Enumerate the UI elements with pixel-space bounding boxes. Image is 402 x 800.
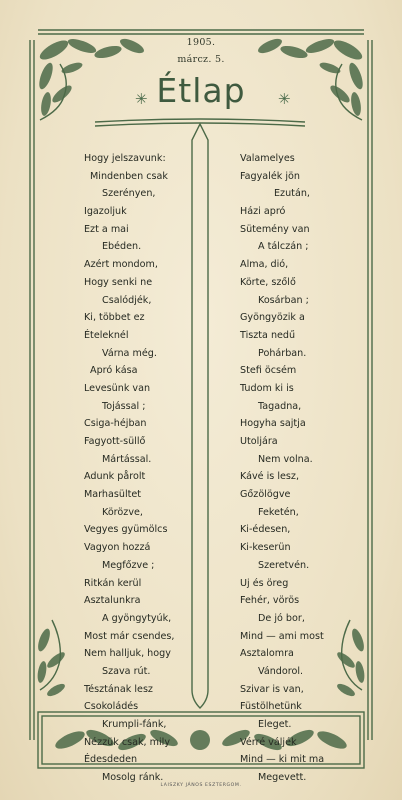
star-ornament-icon: ✳	[135, 90, 148, 108]
menu-line: Körözve,	[102, 506, 143, 518]
menu-line: Megevett.	[258, 772, 307, 784]
menu-line: Szava rút.	[102, 665, 151, 677]
menu-line: Hogyha sajtja	[240, 418, 306, 430]
star-ornament-icon: ✳	[278, 90, 291, 108]
menu-line: Körte, szőlő	[240, 276, 296, 288]
menu-line: Ki-édesen,	[240, 524, 291, 536]
menu-line: Vérré váljék	[240, 736, 297, 748]
menu-line: A tálczán ;	[258, 241, 309, 253]
menu-title: Étlap	[156, 71, 246, 110]
menu-line: Mind — ki mit ma	[240, 754, 325, 766]
menu-line: Tudom ki is	[240, 382, 294, 394]
menu-line: Eleget.	[258, 719, 292, 730]
menu-line: Csiga-héjban	[84, 418, 147, 430]
menu-line: Azért mondom,	[84, 259, 158, 271]
menu-line: Füstölhetünk	[240, 701, 302, 713]
menu-column-right	[240, 150, 390, 787]
menu-line: Szivar is van,	[240, 683, 304, 695]
menu-line: Mártással.	[102, 453, 152, 465]
menu-line: Csokoládés	[84, 701, 139, 713]
menu-line: Gőzölögve	[240, 489, 291, 501]
menu-line: Uj és öreg	[240, 577, 289, 589]
menu-date: márcz. 5.	[177, 54, 225, 65]
menu-line: Valamelyes	[240, 153, 295, 164]
menu-line: Ebéden.	[102, 241, 142, 253]
printer-imprint: LAISZKY JÁNOS ESZTERGOM.	[160, 783, 242, 788]
menu-line: Ki, többet ez	[84, 312, 145, 324]
menu-line: Csalódjék,	[102, 294, 152, 306]
menu-line: Vegyes gyümölcs	[84, 524, 168, 536]
menu-line: Apró kása	[90, 365, 138, 377]
menu-line: Kávé is lesz,	[240, 471, 299, 483]
menu-year: 1905.	[186, 37, 216, 48]
menu-line: Mindenben csak	[90, 170, 168, 182]
menu-line: Házi apró	[240, 206, 286, 218]
menu-line: Fagyott-süllő	[84, 436, 146, 447]
menu-line: Nem volna.	[258, 453, 313, 465]
menu-line: Szerényen,	[102, 188, 156, 200]
menu-line: Megfőzve ;	[102, 559, 155, 571]
menu-line: Kosárban ;	[258, 294, 309, 306]
menu-line: Ki-keserün	[240, 542, 291, 554]
menu-line: Adunk pårolt	[84, 471, 146, 483]
menu-line: Fehér, vörös	[240, 595, 300, 607]
menu-line: Krumpli-fánk,	[102, 719, 167, 730]
menu-line: A gyöngytyúk,	[102, 612, 172, 624]
menu-line: De jó bor,	[258, 612, 305, 624]
menu-line: Édesdeden	[84, 754, 138, 766]
menu-line: Vándorol.	[258, 665, 304, 677]
menu-line: Feketén,	[258, 506, 299, 518]
menu-line: Mosolg ránk.	[102, 772, 164, 784]
menu-line: Levesünk van	[84, 382, 151, 394]
menu-line: Gyöngyözik a	[240, 312, 305, 324]
menu-line: Hogy jelszavunk:	[84, 153, 166, 164]
menu-line: Asztalomra	[240, 648, 294, 660]
menu-line: Ezután,	[274, 188, 310, 200]
menu-line: Tagadna,	[258, 400, 302, 412]
menu-line: Várna még.	[102, 347, 157, 359]
menu-line: Tojással ;	[102, 400, 146, 412]
menu-line: Vagyon hozzá	[84, 542, 151, 554]
menu-line: Ritkán kerül	[84, 577, 142, 589]
menu-line: Asztalunkra	[84, 595, 141, 607]
menu-line: Stefi öcsém	[240, 365, 297, 377]
menu-line: Ételeknél	[84, 329, 129, 341]
menu-column-left	[84, 150, 234, 787]
menu-line: Fagyalék jön	[240, 170, 300, 182]
menu-line: Tiszta nedű	[240, 329, 296, 341]
menu-line: Szeretvén.	[258, 559, 310, 571]
menu-line: Utoljára	[240, 436, 278, 447]
menu-line: Tésztának lesz	[84, 683, 153, 695]
menu-line: Alma, dió,	[240, 259, 289, 271]
menu-line: Nézzük csak, mily	[84, 736, 170, 748]
menu-line: Sütemény van	[240, 223, 310, 235]
menu-line: Hogy senki ne	[84, 276, 153, 288]
menu-line: Igazoljuk	[84, 206, 127, 218]
menu-line: Mind — ami most	[240, 630, 324, 642]
menu-line: Nem halljuk, hogy	[84, 648, 171, 660]
menu-line: Ezt a mai	[84, 223, 129, 235]
menu-line: Pohárban.	[258, 347, 307, 359]
menu-line: Most már csendes,	[84, 630, 175, 642]
menu-line: Marhasültet	[84, 489, 142, 501]
